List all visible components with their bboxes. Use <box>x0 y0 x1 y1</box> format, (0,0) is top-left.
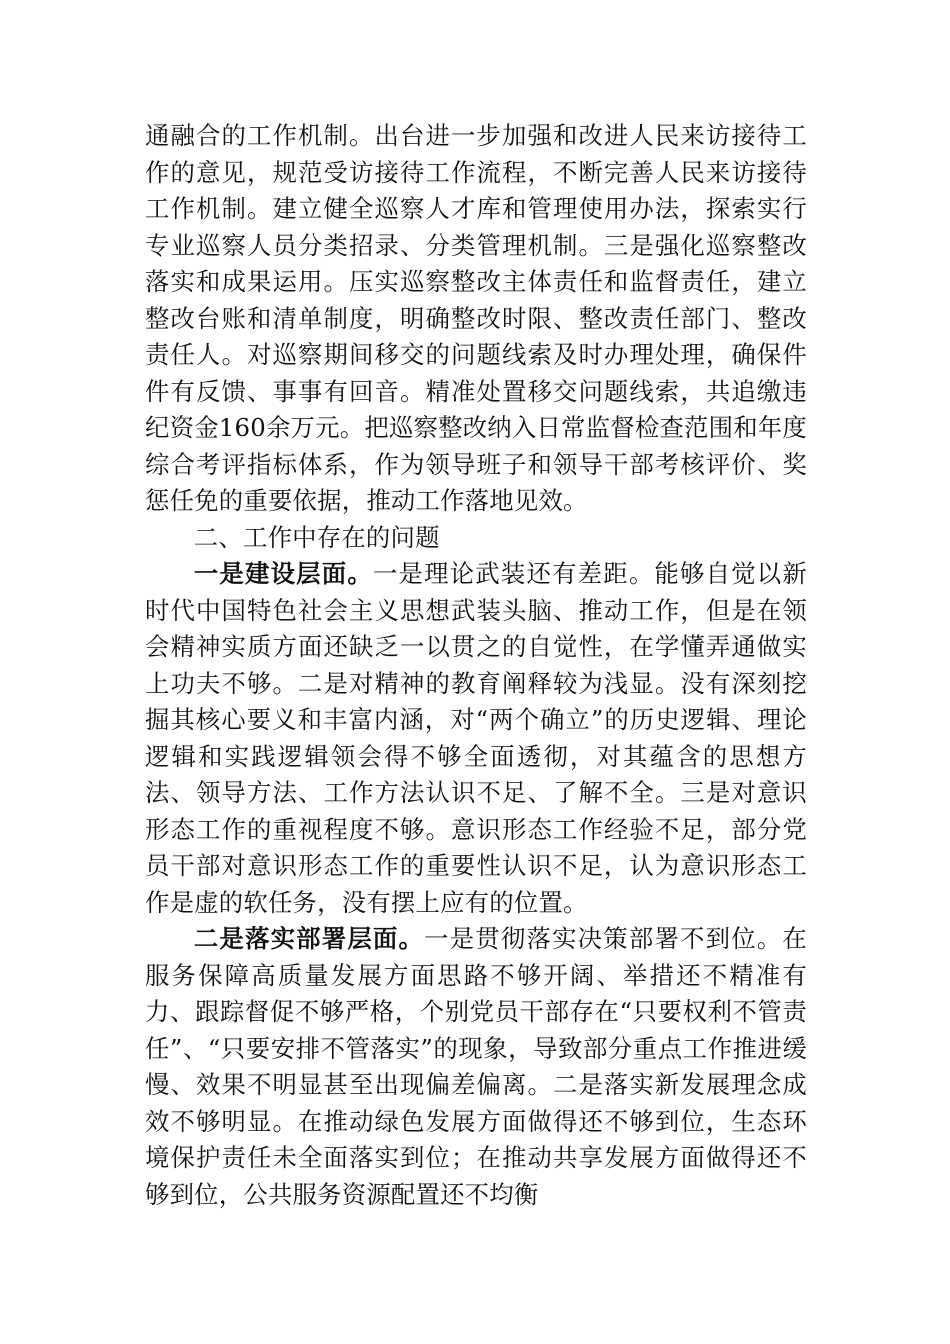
document-page <box>145 118 807 1213</box>
section-heading-problems: 二、工作中存在的问题 <box>193 522 440 552</box>
paragraph-lead-construction: 一是建设层面。 <box>193 559 373 588</box>
paragraph-body-construction: 一是理论武装还有差距。能够自觉以新时代中国特色社会主义思想武装头脑、推动工作，但是在领会精神实质方面还缺乏一以贯之的自觉性，在学懂弄通做实上功夫不够。二是对精神的教育阐释较为浅显。没有深刻挖掘其核心要义和丰富内涵，对“两个确立”的历史逻辑、理论逻辑和实践逻辑领会得不够全面透彻，对其蕴含的思想方法、领导方法、工作方法认识不足、了解不全。三是对意识形态工作的重视程度不够。意识形态工作经验不足，部分党员干部对意识形态工作的重要性认识不足，认为意识形态工作是虚的软任务，没有摆上应有的位置。 <box>145 559 807 917</box>
paragraph-lead-implementation: 二是落实部署层面。 <box>193 924 425 953</box>
paragraph-body-implementation: 一是贯彻落实决策部署不到位。在服务保障高质量发展方面思路不够开阔、举措还不精准有力、跟踪督促不够严格，个别党员干部存在“只要权利不管责任”、“只要安排不管落实”的现象，导致部分重点工作推进缓慢、效果不明显甚至出现偏差偏离。二是落实新发展理念成效不够明显。在推动绿色发展方面做得还不够到位，生态环境保护责任未全面落实到位；在推动共享发展方面做得还不够到位，公共服务资源配置还不均衡 <box>145 924 807 1209</box>
paragraph-construction-level <box>145 556 807 921</box>
paragraph-implementation-level <box>145 921 807 1213</box>
paragraph-inspection-mechanism: 通融合的工作机制。出台进一步加强和改进人民来访接待工作的意见，规范受访接待工作流程，不断完善人民来访接待工作机制。建立健全巡察人才库和管理使用办法，探索实行专业巡察人员分类招录、分类管理机制。三是强化巡察整改落实和成果运用。压实巡察整改主体责任和监督责任，建立整改台账和清单制度，明确整改时限、整改责任部门、整改责任人。对巡察期间移交的问题线索及时办理处理，确保件件有反馈、事事有回音。精准处置移交问题线索，共追缴违纪资金160余万元。把巡察整改纳入日常监督检查范围和年度综合考评指标体系，作为领导班子和领导干部考核评价、奖惩任免的重要依据，推动工作落地见效。 <box>145 121 807 515</box>
